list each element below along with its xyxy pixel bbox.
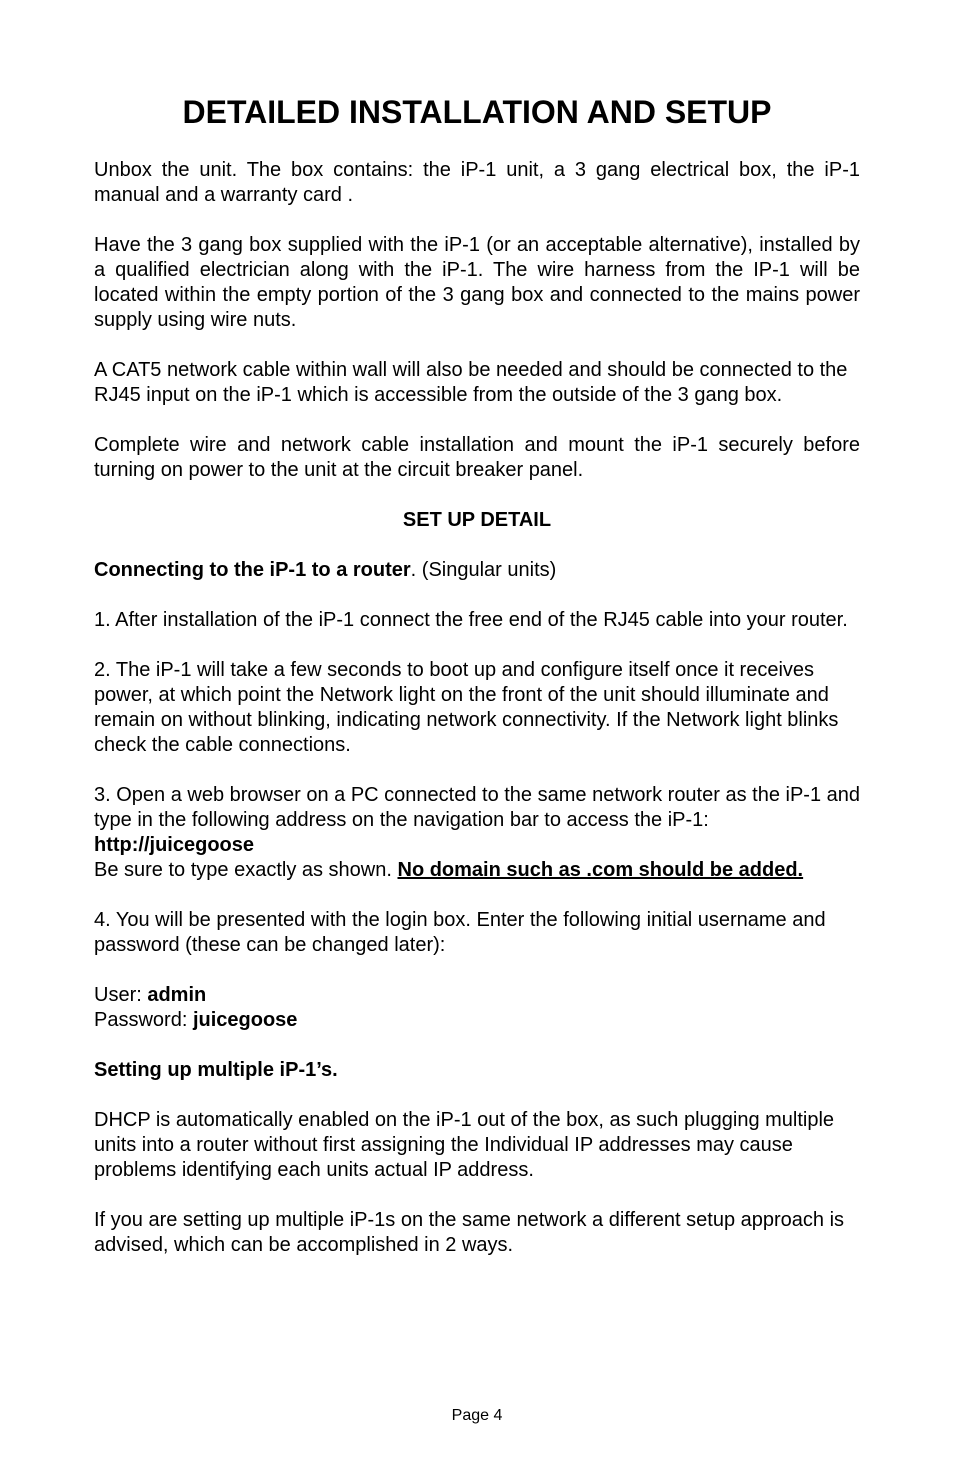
setup-heading: SET UP DETAIL bbox=[402, 509, 552, 531]
step-4: 4. You will be presented with the login box. Enter the following initial username and password (these can be changed later): bbox=[94, 909, 826, 956]
mount-paragraph: Complete wire and network cable installation and mount the iP-1 securely before turning on power to the unit at the circuit breaker panel. bbox=[94, 434, 860, 481]
password-label: Password: bbox=[94, 1009, 193, 1031]
multiple-units-heading: Setting up multiple iP-1’s. bbox=[94, 1059, 338, 1081]
dhcp-paragraph: DHCP is automatically enabled on the iP-1 out of the box, as such plugging multiple units into a router without first assigning the Individual IP addresses may cause problems identifying each units actual IP address. bbox=[94, 1109, 835, 1181]
page-body bbox=[94, 158, 860, 1283]
network-cable-paragraph: A CAT5 network cable within wall will also be needed and should be connected to the RJ45 input on the iP-1 which is accessible from the outside of the 3 gang box. bbox=[94, 359, 848, 406]
step-3 bbox=[94, 783, 860, 883]
unbox-paragraph: Unbox the unit. The box contains: the iP-1 unit, a 3 gang electrical box, the iP-1 manual and a warranty card . bbox=[94, 159, 860, 206]
step-2: 2. The iP-1 will take a few seconds to boot up and configure itself once it receives power, at which point the Network light on the front of the unit should illuminate and remain on without blinking, indicating network connectivity. If the Network light blinks check the cable connections. bbox=[94, 659, 839, 756]
user-label: User: bbox=[94, 984, 148, 1006]
connect-router-note: . (Singular units) bbox=[410, 559, 557, 581]
connect-router-heading bbox=[94, 558, 860, 583]
page-number: Page 4 bbox=[451, 1407, 503, 1424]
connect-router-bold: Connecting to the iP-1 to a router bbox=[94, 559, 411, 581]
page-title: DETAILED INSTALLATION AND SETUP bbox=[182, 94, 772, 130]
step-1: 1. After installation of the iP-1 connect the free end of the RJ45 cable into your router. bbox=[94, 609, 848, 631]
no-domain-warning: No domain such as .com should be added. bbox=[397, 859, 804, 881]
credentials bbox=[94, 983, 860, 1033]
user-value: admin bbox=[147, 984, 207, 1006]
multiple-setup-paragraph: If you are setting up multiple iP-1s on the same network a different setup approach is advised, which can be accomplished in 2 ways. bbox=[94, 1209, 845, 1256]
gang-box-paragraph: Have the 3 gang box supplied with the iP-1 (or an acceptable alternative), installed by a qualified electrician along with the iP-1. The wire harness from the IP-1 will be located within the empty portion of the 3 gang box and connected to the mains power supply using wire nuts. bbox=[94, 234, 860, 331]
password-value: juicegoose bbox=[192, 1009, 298, 1031]
juicegoose-url: http://juicegoose bbox=[94, 834, 254, 856]
step-3-note: Be sure to type exactly as shown. bbox=[94, 859, 398, 881]
step-3-text: 3. Open a web browser on a PC connected to the same network router as the iP-1 and type in the following address on the navigation bar to access the iP-1: bbox=[94, 784, 860, 831]
